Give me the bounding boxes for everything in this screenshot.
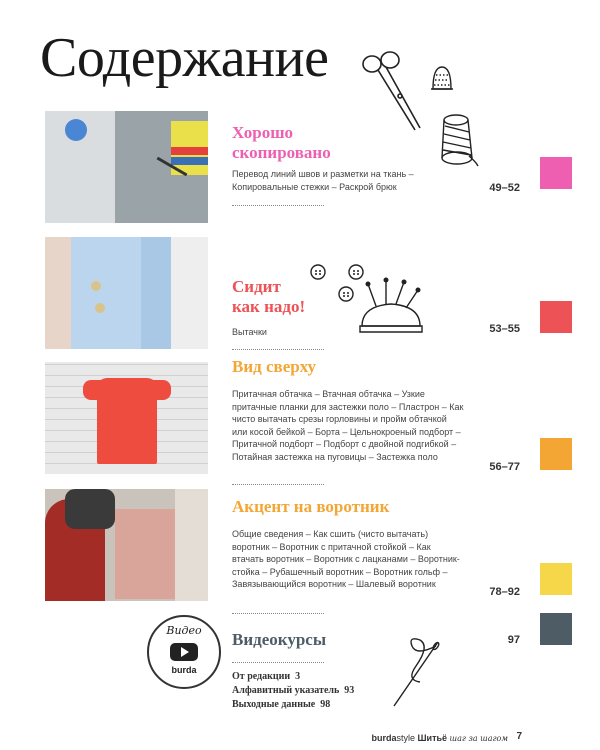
footer-series: Шитьё xyxy=(417,733,448,743)
color-swatch-pink xyxy=(540,157,572,189)
scissors-icon xyxy=(360,50,430,140)
divider xyxy=(232,613,324,614)
needle-thread-icon xyxy=(386,636,456,710)
video-badge xyxy=(147,615,221,689)
footer-tagline: шаг за шагом xyxy=(449,734,508,743)
footer-brand-suffix: style xyxy=(396,733,415,743)
section-pages-video: 97 xyxy=(507,634,520,646)
thimble-icon xyxy=(428,63,456,93)
section-photo-top xyxy=(45,362,208,474)
section-title-collar: Акцент на воротник xyxy=(232,497,390,516)
section-description-fit: Вытачки xyxy=(232,327,267,337)
color-swatch-yellow xyxy=(540,563,572,595)
color-swatch-orange xyxy=(540,438,572,470)
thread-spool-icon xyxy=(436,112,480,168)
misc-item: От редакции 3 xyxy=(232,671,301,682)
video-badge-label: Видео xyxy=(166,624,202,637)
section-title-fit: Сидит как надо! xyxy=(232,277,306,316)
video-badge-brand: burda xyxy=(171,665,197,675)
section-photo-fit xyxy=(45,237,208,349)
section-pages-collar: 78–92 xyxy=(489,586,520,598)
section-title-video: Видеокурсы xyxy=(232,630,327,649)
color-swatch-slate xyxy=(540,613,572,645)
section-pages-top: 56–77 xyxy=(489,461,520,473)
section-description-collar: Общие сведения – Как сшить (чисто вытачать) воротник – Воротник с притачной стойкой – Как втачать воротник – Воротник с лацканами – Воротник-стойка – Рубашечный воротник – Воротник гольф – Завязывающийся воротник – Шалевый воротник xyxy=(232,529,460,589)
misc-item: Выходные данные 98 xyxy=(232,699,331,710)
section-title-copy: Хорошо скопировано xyxy=(232,123,331,162)
divider xyxy=(232,205,324,206)
divider xyxy=(232,349,324,350)
misc-list xyxy=(232,670,354,712)
section-title-top: Вид сверху xyxy=(232,357,317,376)
section-description-copy: Перевод линий швов и разметки на ткань – Копировальные стежки – Раскрой брюк xyxy=(232,169,414,192)
youtube-play-icon xyxy=(170,643,198,661)
color-swatch-red xyxy=(540,301,572,333)
divider xyxy=(232,662,324,663)
divider xyxy=(232,484,324,485)
section-photo-copy xyxy=(45,111,208,223)
page-number: 7 xyxy=(516,731,522,742)
misc-item: Алфавитный указатель 93 xyxy=(232,685,355,696)
footer-brand xyxy=(371,733,508,743)
page-title: Содержание xyxy=(40,27,329,89)
footer-brand-name: burda xyxy=(371,733,397,743)
section-pages-copy: 49–52 xyxy=(489,182,520,194)
section-pages-fit: 53–55 xyxy=(489,323,520,335)
section-photo-collar xyxy=(45,489,208,601)
section-description-top: Притачная обтачка – Втачная обтачка – Узкие притачные планки для застежки поло – Пластрон – Как чисто вытачать срезы горловины и пройм обтачкой или косой бейкой – Борта – Цельнокроеный подборт – Притачной подборт – Подборт с двойной подгибкой – Потайная застежка на пуговицы – Застежка поло xyxy=(232,389,464,462)
